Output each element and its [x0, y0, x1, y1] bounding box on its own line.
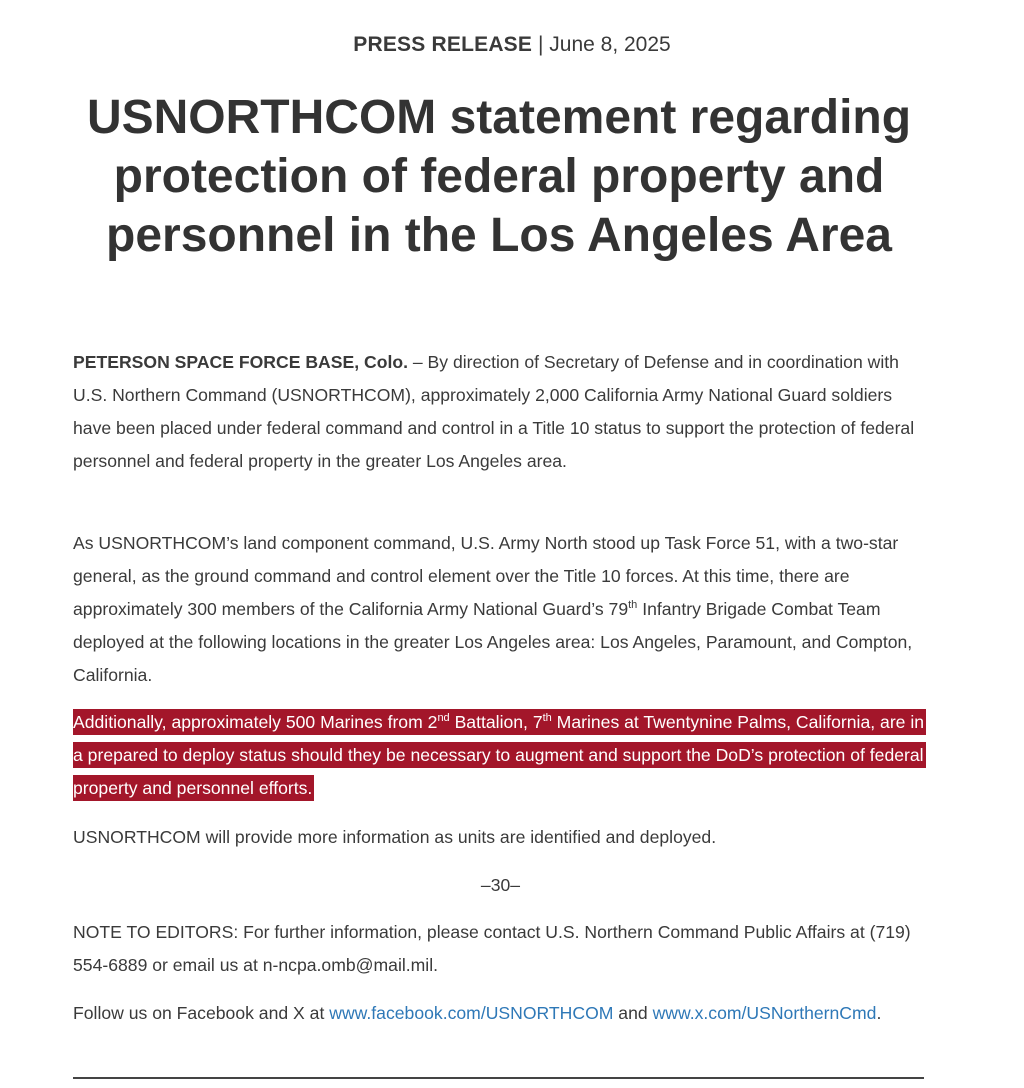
follow-us-text-b: and	[613, 1003, 653, 1023]
paragraph-intro	[73, 346, 933, 478]
paragraph-intro-text: – By direction of Secretary of Defense and in coordination with U.S. Northern Command (USNORTHCOM), approximately 2,000 California Army National Guard soldiers have been placed under federal command and control in a Title 10 status to support the protection of federal personnel and federal property in the greater Los Angeles area.	[73, 352, 915, 471]
paragraph-task-force-text-a: As USNORTHCOM’s land component command, U.S. Army North stood up Task Force 51, with a two-star general, as the ground command and control element over the Title 10 forces. At this time, there are approximately 300 members of the California Army National Guard’s 79	[73, 533, 899, 619]
paragraph-marines-text-a: Additionally, approximately 500 Marines from 2	[73, 712, 438, 732]
paragraph-marines-text-b: Battalion, 7	[449, 712, 543, 732]
note-to-editors: NOTE TO EDITORS: For further information, please contact U.S. Northern Command Public Affairs at (719) 554-6889 or email us at n-ncpa.omb@mail.mil.	[73, 922, 911, 975]
end-mark: –30–	[480, 875, 521, 895]
facebook-link[interactable]: www.facebook.com/USNORTHCOM	[329, 1003, 614, 1023]
paragraph-marines-text-c: Marines at Twentynine Palms, California, are in a prepared to deploy status should they be necessary to augment and support the DoD’s protection of federal property and personnel efforts.	[73, 712, 925, 798]
bottom-divider	[73, 1077, 924, 1079]
dateline: PETERSON SPACE FORCE BASE, Colo.	[73, 352, 408, 372]
paragraph-task-force-text-b: Infantry Brigade Combat Team deployed at the following locations in the greater Los Angeles area: Los Angeles, Paramount, and Compton, California.	[73, 599, 913, 685]
follow-us	[73, 997, 933, 1030]
page-title: USNORTHCOM statement regarding protection of federal property and personnel in the Los Angeles Area	[86, 91, 912, 262]
ordinal-suffix: th	[542, 712, 552, 724]
paragraph-more-info: USNORTHCOM will provide more information as units are identified and deployed.	[73, 827, 717, 847]
paragraph-task-force	[73, 527, 933, 692]
follow-us-text-c: .	[876, 1003, 882, 1023]
follow-us-text-a: Follow us on Facebook and X at	[73, 1003, 330, 1023]
release-date: June 8, 2025	[549, 33, 671, 56]
x-link[interactable]: www.x.com/USNorthernCmd	[652, 1003, 877, 1023]
press-release-header	[0, 33, 1024, 57]
paragraph-marines-highlighted	[73, 706, 933, 805]
header-separator: |	[537, 33, 544, 56]
highlighted-text	[73, 709, 926, 801]
ordinal-suffix: th	[628, 599, 638, 611]
ordinal-suffix: nd	[437, 712, 450, 724]
press-release-label: PRESS RELEASE	[353, 33, 533, 56]
